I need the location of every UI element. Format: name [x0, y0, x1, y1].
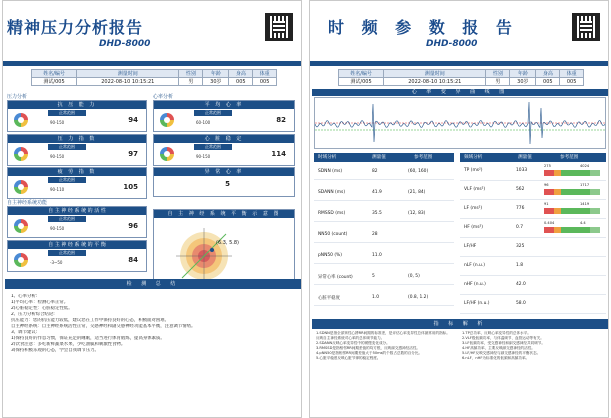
freq-domain-row	[460, 164, 606, 181]
report-header	[310, 1, 608, 61]
qr-code-icon	[572, 13, 600, 41]
report-title: 时 频 参 数 报 告	[328, 18, 518, 37]
info-value: 2022-08-10 10:15:21	[77, 78, 179, 86]
notes-banner: 指 标 解 析	[312, 319, 608, 329]
info-header: 性别	[179, 70, 203, 78]
col-range: 参考范围	[560, 155, 579, 160]
freq-domain-row	[460, 240, 606, 257]
range-header: 正常范围	[48, 177, 86, 183]
note-line: 反映自主神经系统对心率的总体调节能力。	[316, 336, 385, 340]
param-value: 776	[516, 206, 525, 211]
section-autonomic-label: 自主神经系统功能	[7, 200, 48, 206]
abnormal-heart-rate-card	[153, 167, 295, 197]
ans-balance-diagram	[153, 209, 295, 289]
balance-point-label: (6.3, 5.8)	[216, 240, 239, 246]
param-value: 42.0	[516, 282, 526, 287]
ans-activity-card	[7, 206, 147, 238]
info-header: 体重	[560, 70, 584, 78]
note-line: 6.nLF、nHF为标准化的低频和高频功率。	[462, 356, 530, 360]
info-value: 005	[560, 78, 584, 86]
col-value: 测量值	[518, 155, 532, 160]
param-name: 异常心率 (count)	[318, 275, 353, 280]
card-title: 异 常 心 率	[154, 168, 294, 176]
patient-info-table	[338, 69, 584, 86]
stress-index-card	[7, 134, 147, 166]
range-min: 91	[544, 202, 549, 206]
note-line: 1.TP总功率，反映心率变异性的总体水平。	[462, 331, 531, 335]
info-header: 年龄	[203, 70, 229, 78]
notes-left	[316, 331, 458, 361]
header-divider	[310, 61, 608, 66]
param-value: 1.0	[372, 295, 379, 300]
range-header: 正常范围	[48, 144, 86, 150]
info-header: 体重	[253, 70, 277, 78]
wave-banner: 心 率 变 异 曲 线 图	[312, 89, 608, 96]
normal-range: 90-150	[50, 226, 65, 231]
normal-range: 90-150	[196, 154, 211, 159]
info-header: 测量时间	[77, 70, 179, 78]
freq-domain-row	[460, 202, 606, 219]
param-name: SDNN (ms)	[318, 169, 343, 174]
card-title: 平 均 心 率	[154, 101, 294, 109]
card-title: 自 主 神 经 系 统 的 平 衡	[8, 241, 146, 249]
info-header: 姓名/编号	[32, 70, 77, 78]
info-header: 测量时间	[384, 70, 486, 78]
param-name: TP (ms²)	[464, 168, 483, 173]
freq-domain-header	[460, 153, 606, 162]
diagram-title: 自 主 神 经 系 统 平 衡 示 意 图	[154, 210, 294, 218]
freq-domain-row	[460, 259, 606, 276]
time-domain-row	[314, 166, 454, 180]
info-value: 005	[229, 78, 253, 86]
info-value: 2022-08-10 10:15:21	[384, 78, 486, 86]
range-max: 1419	[580, 202, 590, 206]
index-notes	[314, 331, 606, 415]
avg-heart-rate-card	[153, 100, 295, 132]
section-heart-label: 心率分析	[153, 94, 174, 100]
time-domain-row	[314, 292, 454, 306]
param-name: NN50 (count)	[318, 232, 348, 237]
gauge-icon	[14, 253, 28, 267]
notes-right	[462, 331, 604, 361]
summary-text	[11, 294, 295, 354]
device-model: DHD-8000	[99, 39, 151, 49]
patient-info-table	[31, 69, 277, 86]
gauge-icon	[14, 147, 28, 161]
info-value: 005	[536, 78, 560, 86]
info-value: 30岁	[203, 78, 229, 86]
param-value: 1.8	[516, 263, 523, 268]
card-value: 84	[128, 256, 138, 264]
col-title: 时域分析	[318, 155, 337, 160]
info-header: 姓名/编号	[339, 70, 384, 78]
qr-code-icon	[265, 13, 293, 41]
ans-balance-card	[7, 240, 147, 272]
param-name: 心脏平稳度	[318, 296, 340, 301]
range-min: 0.404	[544, 221, 555, 225]
card-title: 压 力 指 数	[8, 135, 146, 143]
gauge-icon	[14, 219, 28, 233]
col-range: 参考范围	[414, 155, 433, 160]
heart-stability-card	[153, 134, 295, 166]
header-divider	[3, 61, 301, 66]
device-model: DHD-8000	[426, 39, 478, 49]
param-value: 35.5	[372, 211, 382, 216]
range-header: 正常范围	[48, 250, 86, 256]
info-header: 性别	[486, 70, 510, 78]
range-min: 275	[544, 164, 551, 168]
param-range: (12, 83)	[408, 211, 426, 216]
param-range: (60, 160)	[408, 169, 429, 174]
param-value: 562	[516, 187, 525, 192]
param-name: RMSSD (ms)	[318, 211, 346, 216]
param-value: 1033	[516, 168, 528, 173]
summary-line: 自主神经系统：自主神经系统活性正常，交感神经和副交感神经功能基本平衡，注意调节情绪。	[11, 324, 196, 329]
param-range: (0.8, 1.2)	[408, 295, 429, 300]
range-bar	[544, 227, 600, 233]
note-line: 1.SDNN是指全部窦性心搏RR间期的标准差，是评估心率变异性总体最常用的指标。	[316, 331, 450, 335]
range-min: 96	[544, 183, 549, 187]
info-header: 年龄	[510, 70, 536, 78]
summary-banner: 检 测 总 结	[5, 279, 301, 289]
param-name: LF/HF (n.u.)	[464, 301, 490, 306]
card-title: 抗 压 能 力	[8, 101, 146, 109]
param-name: nHF (n.u.)	[464, 282, 486, 287]
param-value: 11.0	[372, 253, 382, 258]
time-frequency-report-page	[309, 0, 609, 418]
card-value: 97	[128, 150, 138, 158]
normal-range: 60-100	[196, 120, 211, 125]
range-bar	[544, 170, 600, 176]
param-name: LF/HF	[464, 244, 477, 249]
param-name: SDANN (ms)	[318, 190, 346, 195]
card-value: 105	[123, 183, 138, 191]
range-header: 正常范围	[48, 110, 86, 116]
info-header: 身高	[229, 70, 253, 78]
info-header: 身高	[536, 70, 560, 78]
note-line: 3.RMSSD是指相邻RR间期差值的均方根，反映副交感神经活性。	[316, 346, 421, 350]
param-name: nLF (n.u.)	[464, 263, 485, 268]
time-domain-row	[314, 208, 454, 222]
stress-report-page	[2, 0, 302, 418]
card-value: 114	[271, 150, 286, 158]
freq-domain-row	[460, 278, 606, 295]
freq-domain-row	[460, 297, 606, 314]
report-header	[3, 1, 301, 61]
param-value: 58.0	[516, 301, 526, 306]
fatigue-card	[7, 167, 147, 199]
balance-plot	[154, 218, 294, 288]
time-domain-row	[314, 187, 454, 201]
note-line: 4.HF高频功率，主要反映副交感神经的活性。	[462, 346, 535, 350]
card-title: 心 脏 稳 定	[154, 135, 294, 143]
card-title: 疲 劳 指 数	[8, 168, 146, 176]
summary-line: 2)饮食注意：多吃新鲜蔬菜水果，少吃油腻和刺激性食物。	[11, 342, 126, 347]
param-value: 325	[516, 244, 525, 249]
normal-range: 90-150	[50, 154, 65, 159]
info-value: 测试/005	[339, 78, 384, 86]
gauge-icon	[160, 147, 174, 161]
param-value: 0.7	[516, 225, 523, 230]
balance-point	[210, 248, 214, 252]
note-line: 2.VLF极低频功率，与体温调节、血管运动等有关。	[462, 336, 544, 340]
info-value: 30岁	[510, 78, 536, 86]
gauge-icon	[160, 113, 174, 127]
hrv-waveform	[314, 97, 606, 149]
normal-range: -3~50	[50, 260, 63, 265]
range-max: 4.4	[580, 221, 586, 225]
param-value: 5	[372, 274, 375, 279]
note-line: 4.pNN50是指相邻RR间期差值大于50ms的个数占总数的百分比。	[316, 351, 423, 355]
summary-line: 1)平均心率：检测心率正常。	[11, 300, 69, 305]
report-title: 精神压力分析报告	[7, 18, 144, 37]
summary-line: 2)心脏稳定性：心脏稳定性低。	[11, 306, 73, 311]
card-title: 自 主 神 经 系 统 的 活 性	[8, 207, 146, 215]
gauge-icon	[14, 180, 28, 194]
param-name: LF (ms²)	[464, 206, 483, 211]
card-value: 96	[128, 222, 138, 230]
param-value: 41.9	[372, 190, 382, 195]
normal-range: 90-150	[50, 120, 65, 125]
note-line: 3.LF低频功率，受交感神经和副交感神经共同调节。	[462, 341, 545, 345]
freq-domain-row	[460, 183, 606, 200]
summary-line: 抗压能力：您的抗压能力较低，建议您在工作中保持良好的心态，积极面对困难。	[11, 318, 170, 323]
note-line: 5.LF/HF反映交感神经与副交感神经的平衡状态。	[462, 351, 541, 355]
info-value: 005	[253, 78, 277, 86]
range-header: 正常范围	[48, 216, 86, 222]
param-value: 28	[372, 232, 378, 237]
hrv-waveform-plot	[315, 98, 605, 148]
summary-line: 1)保持良好的作息习惯，保证充足的睡眠，适当进行体育锻炼，提高身体素质。	[11, 336, 165, 341]
summary-line: 3、调节建议:	[11, 330, 38, 335]
range-bar	[544, 189, 600, 195]
param-range: (0, 5)	[408, 274, 420, 279]
col-value: 测量值	[372, 155, 386, 160]
param-range: (21, 84)	[408, 190, 426, 195]
time-domain-row	[314, 271, 454, 285]
time-domain-header	[314, 153, 454, 162]
note-line: 2.SDANN反映心率变异性中的缓慢变化成分。	[316, 341, 390, 345]
param-value: 82	[372, 169, 378, 174]
section-stress-label: 压力分析	[7, 94, 28, 100]
card-value: 94	[128, 116, 138, 124]
note-line: 5.心脏平稳度反映心脏节律的稳定程度。	[316, 356, 381, 360]
param-name: VLF (ms²)	[464, 187, 486, 192]
summary-line: 2、压力分析综合结论:	[11, 312, 55, 317]
range-bar	[544, 208, 600, 214]
freq-domain-row	[460, 221, 606, 238]
param-name: HF (ms²)	[464, 225, 483, 230]
summary-line: 1、心率分析:	[11, 294, 38, 299]
col-title: 频域分析	[464, 155, 483, 160]
range-max: 1717	[580, 183, 590, 187]
param-name: pNN50 (%)	[318, 253, 342, 258]
card-value: 82	[276, 116, 286, 124]
info-value: 测试/005	[32, 78, 77, 86]
time-domain-row	[314, 250, 454, 264]
resistance-card	[7, 100, 147, 132]
info-value: 男	[179, 78, 203, 86]
normal-range: 90-110	[50, 187, 65, 192]
range-max: 4024	[580, 164, 590, 168]
summary-line: 3)保持积极乐观的心态，学会自我调节压力。	[11, 348, 99, 353]
info-value: 男	[486, 78, 510, 86]
range-header: 正常范围	[194, 110, 232, 116]
card-value: 5	[225, 180, 230, 188]
time-domain-row	[314, 229, 454, 243]
range-header: 正常范围	[194, 144, 232, 150]
gauge-icon	[14, 113, 28, 127]
